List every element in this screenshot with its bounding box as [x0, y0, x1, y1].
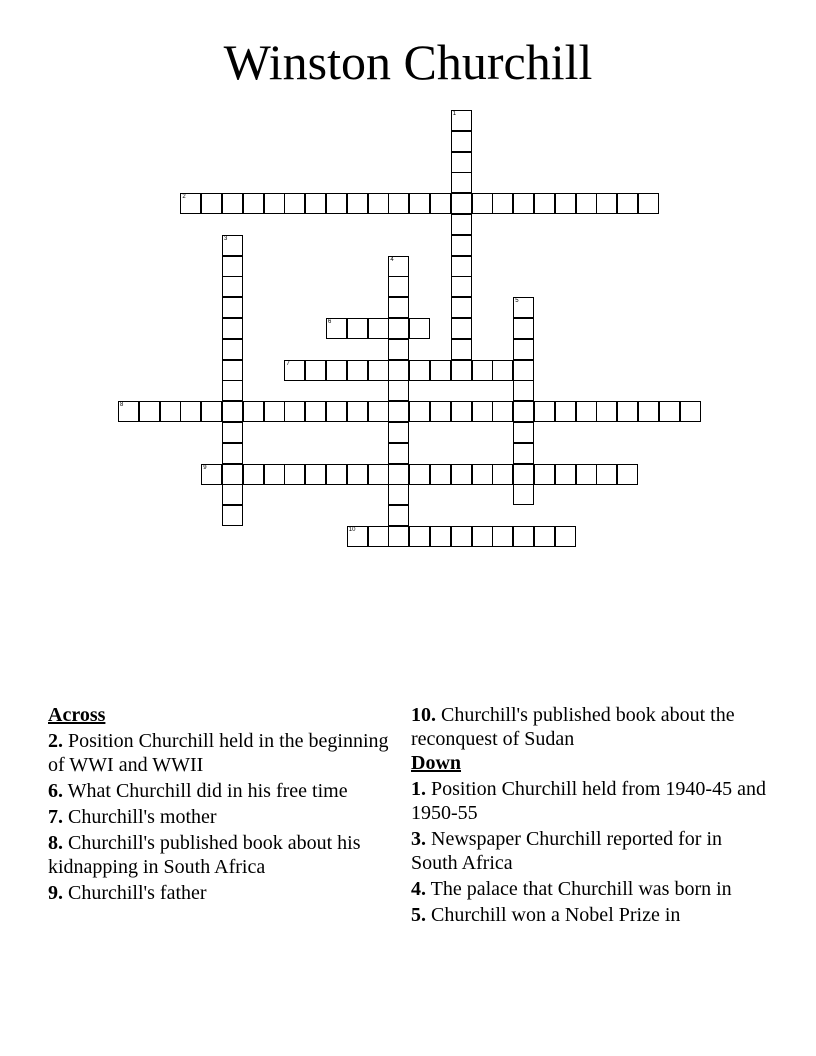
across-heading: Across — [48, 704, 106, 726]
grid-cell — [451, 318, 472, 339]
grid-cell — [513, 526, 534, 547]
grid-cell — [638, 193, 659, 214]
grid-cell — [388, 297, 409, 318]
grid-cell — [222, 484, 243, 505]
grid-cell — [451, 401, 472, 422]
grid-cell — [284, 360, 305, 381]
clue-down-5: 5. Churchill won a Nobel Prize in — [411, 904, 681, 926]
grid-cell — [305, 360, 326, 381]
grid-cell — [430, 464, 451, 485]
grid-cell — [513, 443, 534, 464]
grid-cell — [222, 401, 243, 422]
grid-cell — [576, 401, 597, 422]
grid-cell — [326, 401, 347, 422]
grid-cell — [451, 297, 472, 318]
grid-cell — [388, 422, 409, 443]
grid-cell — [347, 464, 368, 485]
grid-cell — [347, 360, 368, 381]
grid-cell — [264, 464, 285, 485]
grid-cell — [284, 401, 305, 422]
grid-cell — [513, 193, 534, 214]
grid-cell — [368, 464, 389, 485]
grid-cell — [201, 401, 222, 422]
grid-cell — [180, 193, 201, 214]
grid-cell — [555, 526, 576, 547]
grid-cell — [118, 401, 139, 422]
grid-cell — [451, 193, 472, 214]
grid-cell — [451, 276, 472, 297]
grid-cell — [388, 526, 409, 547]
cell-number: 10 — [348, 527, 356, 533]
grid-cell — [534, 464, 555, 485]
grid-cell — [222, 318, 243, 339]
grid-cell — [388, 505, 409, 526]
grid-cell — [472, 464, 493, 485]
grid-cell — [513, 380, 534, 401]
grid-cell — [222, 276, 243, 297]
grid-cell — [388, 484, 409, 505]
grid-cell — [388, 401, 409, 422]
grid-cell — [388, 318, 409, 339]
grid-cell — [326, 464, 347, 485]
cell-number: 3 — [224, 235, 228, 242]
grid-cell — [451, 110, 472, 131]
grid-cell — [492, 464, 513, 485]
grid-cell — [388, 339, 409, 360]
grid-cell — [451, 172, 472, 193]
grid-cell — [264, 193, 285, 214]
grid-cell — [513, 484, 534, 505]
grid-cell — [472, 193, 493, 214]
grid-cell — [160, 401, 181, 422]
grid-cell — [222, 297, 243, 318]
grid-cell — [347, 526, 368, 547]
grid-cell — [576, 464, 597, 485]
grid-cell — [555, 193, 576, 214]
cell-number: 2 — [182, 194, 186, 201]
grid-cell — [243, 193, 264, 214]
grid-cell — [451, 131, 472, 152]
grid-cell — [513, 318, 534, 339]
grid-cell — [492, 360, 513, 381]
grid-cell — [284, 193, 305, 214]
clue-across-8: 8. Churchill's published book about his kidnapping in South Africa — [48, 832, 361, 878]
grid-cell — [492, 193, 513, 214]
grid-cell — [368, 526, 389, 547]
grid-cell — [472, 401, 493, 422]
grid-cell — [388, 464, 409, 485]
grid-cell — [430, 193, 451, 214]
grid-cell — [222, 464, 243, 485]
grid-cell — [451, 214, 472, 235]
grid-cell — [326, 318, 347, 339]
grid-cell — [243, 464, 264, 485]
grid-cell — [222, 256, 243, 277]
grid-cell — [180, 401, 201, 422]
grid-cell — [451, 152, 472, 173]
grid-cell — [513, 339, 534, 360]
grid-cell — [555, 401, 576, 422]
grid-cell — [596, 464, 617, 485]
grid-cell — [222, 360, 243, 381]
grid-cell — [305, 464, 326, 485]
grid-cell — [451, 235, 472, 256]
grid-cell — [513, 360, 534, 381]
grid-cell — [451, 526, 472, 547]
clue-across-9: 9. Churchill's father — [48, 882, 207, 904]
clue-across-2: 2. Position Churchill held in the beginning of WWI and WWII — [48, 730, 389, 776]
grid-cell — [326, 193, 347, 214]
grid-cell — [451, 256, 472, 277]
grid-cell — [451, 360, 472, 381]
grid-cell — [617, 464, 638, 485]
grid-cell — [347, 401, 368, 422]
grid-cell — [409, 360, 430, 381]
grid-cell — [430, 360, 451, 381]
grid-cell — [222, 422, 243, 443]
clue-down-3: 3. Newspaper Churchill reported for in South Africa — [411, 828, 723, 874]
cell-number: 6 — [328, 319, 332, 325]
grid-cell — [680, 401, 701, 422]
clue-across-6: 6. What Churchill did in his free time — [48, 780, 348, 802]
grid-cell — [472, 360, 493, 381]
grid-cell — [451, 339, 472, 360]
grid-cell — [576, 193, 597, 214]
grid-cell — [659, 401, 680, 422]
grid-cell — [305, 193, 326, 214]
grid-cell — [596, 193, 617, 214]
grid-cell — [284, 464, 305, 485]
grid-cell — [222, 339, 243, 360]
grid-cell — [388, 360, 409, 381]
grid-cell — [409, 401, 430, 422]
grid-cell — [492, 526, 513, 547]
grid-cell — [409, 318, 430, 339]
grid-cell — [368, 193, 389, 214]
clue-down-1: 1. Position Churchill held from 1940-45 and 1950-55 — [411, 778, 766, 824]
cell-number: 8 — [120, 402, 124, 409]
grid-cell — [388, 256, 409, 277]
grid-cell — [430, 526, 451, 547]
grid-cell — [368, 401, 389, 422]
grid-cell — [368, 318, 389, 339]
grid-cell — [368, 360, 389, 381]
grid-cell — [305, 401, 326, 422]
grid-cell — [388, 193, 409, 214]
grid-cell — [534, 526, 555, 547]
grid-cell — [617, 193, 638, 214]
grid-cell — [638, 401, 659, 422]
grid-cell — [617, 401, 638, 422]
down-heading: Down — [411, 752, 462, 774]
grid-cell — [201, 193, 222, 214]
grid-cell — [513, 297, 534, 318]
grid-cell — [409, 193, 430, 214]
grid-cell — [596, 401, 617, 422]
grid-cell — [243, 401, 264, 422]
grid-cell — [201, 464, 222, 485]
clue-across-10: 10. Churchill's published book about the reconquest of Sudan — [411, 704, 735, 750]
grid-cell — [222, 505, 243, 526]
cell-number: 9 — [203, 464, 207, 471]
cell-number: 5 — [515, 298, 519, 305]
grid-cell — [513, 422, 534, 443]
grid-cell — [139, 401, 160, 422]
puzzle-title: Winston Churchill — [223, 34, 593, 90]
grid-cell — [222, 443, 243, 464]
cell-number: 7 — [286, 360, 290, 367]
grid-cell — [222, 235, 243, 256]
grid-cell — [388, 380, 409, 401]
grid-cell — [409, 526, 430, 547]
grid-cell — [472, 526, 493, 547]
grid-cell — [534, 401, 555, 422]
grid-cell — [409, 464, 430, 485]
grid-cell — [513, 464, 534, 485]
cell-number: 1 — [452, 111, 457, 117]
grid-cell — [430, 401, 451, 422]
clues-right-column — [411, 703, 771, 927]
grid-cell — [534, 193, 555, 214]
cell-number: 4 — [390, 256, 394, 263]
clue-across-7: 7. Churchill's mother — [48, 806, 217, 828]
grid-cell — [347, 193, 368, 214]
grid-cell — [555, 464, 576, 485]
grid-cell — [492, 401, 513, 422]
grid-cell — [222, 193, 243, 214]
clue-down-4: 4. The palace that Churchill was born in — [411, 878, 732, 900]
grid-cell — [451, 464, 472, 485]
grid-cell — [326, 360, 347, 381]
grid-cell — [222, 380, 243, 401]
grid-cell — [513, 401, 534, 422]
grid-cell — [347, 318, 368, 339]
grid-cell — [264, 401, 285, 422]
grid-cell — [388, 276, 409, 297]
clues-left-column — [48, 703, 408, 905]
grid-cell — [388, 443, 409, 464]
